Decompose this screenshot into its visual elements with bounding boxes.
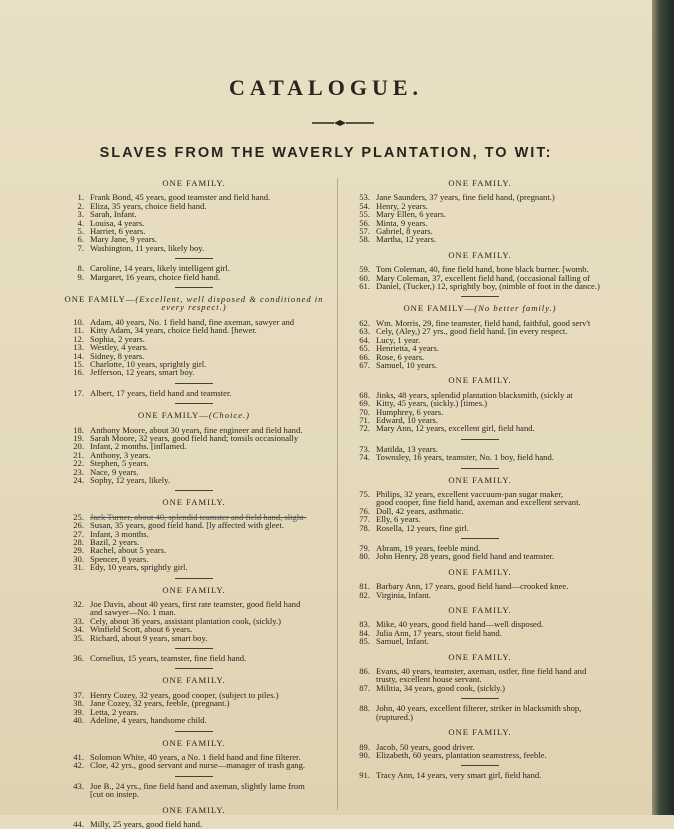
entry-number: 14. <box>73 350 84 361</box>
section-heading-text: ONE FAMILY. <box>162 584 226 595</box>
entry-text: Matilda, 13 years. <box>376 443 439 454</box>
entry-number: 68. <box>359 389 370 400</box>
entry-number: 5. <box>77 226 84 237</box>
entry-number: 41. <box>73 751 84 762</box>
catalogue-entry <box>346 235 614 243</box>
entry-number: 10. <box>73 316 84 327</box>
entry-text: Jane Cozey, 32 years, feeble, (pregnant.) <box>90 698 230 709</box>
separator-rule <box>461 765 499 766</box>
entry-text: Elly, 6 years. <box>376 514 421 525</box>
entry-number: 40. <box>73 715 84 726</box>
section-heading <box>346 606 614 614</box>
entry-number: 82. <box>359 589 370 600</box>
entry-number: 61. <box>359 281 370 292</box>
entry-number: 57. <box>359 226 370 237</box>
separator-rule <box>461 439 499 440</box>
right-column <box>346 172 614 780</box>
entry-text: Cornelius, 15 years, teamster, fine field hand. <box>90 653 247 664</box>
entry-number: 81. <box>359 581 370 592</box>
entry-number: 33. <box>73 615 84 626</box>
catalogue-entry <box>346 424 614 432</box>
entry-text: Sophy, 12 years, likely. <box>90 474 171 485</box>
separator-rule <box>175 490 213 491</box>
section-heading-text: ONE FAMILY. <box>448 651 512 662</box>
section-heading-text: ONE FAMILY. <box>162 178 226 188</box>
entry-text: Rachel, about 5 years. <box>90 545 167 556</box>
entry-number: 77. <box>359 514 370 525</box>
entry-text: [cut on instep. <box>90 789 139 800</box>
entry-number: 72. <box>359 423 370 434</box>
separator-rule <box>175 648 213 649</box>
section-heading-text: ONE FAMILY— <box>64 294 136 305</box>
catalogue-entry <box>346 771 614 779</box>
entry-text: Rose, 6 years. <box>376 351 425 362</box>
catalogue-entry <box>60 389 328 397</box>
entry-number: 73. <box>359 443 370 454</box>
section-heading <box>60 739 328 747</box>
entry-number: 20. <box>73 441 84 452</box>
section-heading <box>346 568 614 576</box>
entry-text: Doll, 42 years, asthmatic. <box>376 505 464 516</box>
section-heading-text: ONE FAMILY. <box>162 804 226 815</box>
entry-number: 31. <box>73 562 84 573</box>
entry-text: Bazil, 2 years. <box>90 537 140 547</box>
catalogue-entry <box>60 244 328 252</box>
entry-text: Mary Ellen, 6 years. <box>376 209 446 220</box>
entry-number: 85. <box>359 636 370 647</box>
entry-text: Lucy, 1 year. <box>376 334 421 345</box>
catalogue-entry <box>346 591 614 599</box>
section-heading-text: ONE FAMILY. <box>448 566 512 577</box>
entry-text: Anthony Moore, about 30 years, fine engineer and field hand. <box>90 424 303 435</box>
entry-text: Washington, 11 years, likely boy. <box>90 242 205 253</box>
entry-number: 28. <box>73 537 84 547</box>
entry-number: 16. <box>73 367 84 378</box>
entry-text: Adam, 40 years, No. 1 field hand, fine axeman, sawyer and <box>90 316 295 327</box>
entry-number: 66. <box>359 351 370 362</box>
entry-number: 26. <box>73 520 84 531</box>
entry-number: 36. <box>73 653 84 664</box>
section-heading-text: ONE FAMILY— <box>403 303 475 314</box>
entry-number: 44. <box>73 818 84 829</box>
book-edge <box>652 0 674 815</box>
separator-rule <box>175 287 213 288</box>
entry-number: 2. <box>77 200 84 211</box>
entry-number: 88. <box>359 703 370 714</box>
entry-text: Caroline, 14 years, likely intelligent girl. <box>90 263 230 274</box>
entry-text: Virginia, Infant. <box>376 589 431 600</box>
section-heading-text: ONE FAMILY— <box>137 410 209 421</box>
catalogue-entry <box>346 637 614 645</box>
entry-text: Stephen, 5 years. <box>90 458 149 469</box>
entry-text: Henry, 2 years. <box>376 200 428 211</box>
section-heading <box>346 376 614 384</box>
entry-number <box>346 713 376 721</box>
entry-text: Julia Ann, 17 years, stout field hand. <box>376 627 502 638</box>
entry-text: Henrietta, 4 years. <box>376 343 439 354</box>
entry-text: Philips, 32 years, excellent vaccuum-pan sugar maker, <box>376 488 563 499</box>
entry-text: Militia, 34 years, good cook, (sickly.) <box>376 682 506 693</box>
catalogue-entry <box>60 761 328 769</box>
entry-number: 32. <box>73 599 84 610</box>
entry-number: 39. <box>73 706 84 717</box>
section-heading-text: ONE FAMILY. <box>448 375 512 386</box>
entry-number: 86. <box>359 666 370 677</box>
section-heading-text: ONE FAMILY. <box>162 497 226 508</box>
entry-text: Cloe, 42 yrs., good servant and nurse—manager of trash gang. <box>90 760 306 771</box>
entry-number: 65. <box>359 343 370 354</box>
separator-rule <box>175 578 213 579</box>
entry-number <box>60 790 90 798</box>
section-heading <box>346 476 614 484</box>
entry-text: Sophia, 2 years. <box>90 333 145 344</box>
section-heading <box>60 586 328 594</box>
separator-rule <box>461 296 499 297</box>
ornament-flourish <box>310 118 376 128</box>
separator-rule <box>175 731 213 732</box>
entry-number: 54. <box>359 200 370 211</box>
entry-text: Mary Ann, 12 years, excellent girl, field hand. <box>376 423 535 434</box>
entry-text: Richard, about 9 years, smart boy. <box>90 632 208 643</box>
entry-text: Jinks, 48 years, splendid plantation blacksmith, (sickly at <box>376 389 573 400</box>
entry-text: Adeline, 4 years, handsome child. <box>90 715 207 726</box>
entry-text: Jefferson, 12 years, smart boy. <box>90 367 195 378</box>
catalogue-entry <box>60 273 328 281</box>
entry-number: 13. <box>73 342 84 353</box>
entry-number: 6. <box>77 234 84 245</box>
entry-number: 25. <box>73 511 84 522</box>
section-heading <box>346 251 614 259</box>
entry-text: Jack Turner, about 40, splendid teamster and field hand, slight- <box>90 511 307 522</box>
entry-number: 90. <box>359 749 370 760</box>
entry-number: 7. <box>77 242 84 253</box>
section-heading-text: ONE FAMILY. <box>162 675 226 686</box>
section-heading <box>60 498 328 506</box>
section-heading <box>60 676 328 684</box>
entry-text: Milly, 25 years, good field hand. <box>90 818 203 829</box>
catalogue-entry <box>346 361 614 369</box>
column-divider <box>337 178 338 810</box>
entry-number: 74. <box>359 452 370 463</box>
entry-number: 53. <box>359 192 370 203</box>
entry-text: Kitty, 45 years, (sickly.) [times.) <box>376 398 488 409</box>
entry-number: 67. <box>359 359 370 370</box>
catalogue-entry <box>60 654 328 662</box>
entry-text: Solomon White, 40 years, a No. 1 field hand and fine filterer. <box>90 751 301 762</box>
catalogue-entry <box>60 716 328 724</box>
entry-number: 63. <box>359 326 370 337</box>
entry-number: 21. <box>73 449 84 460</box>
entry-text: Infant, 2 months. [inflamed. <box>90 441 187 452</box>
separator-rule <box>175 258 213 259</box>
section-heading <box>346 179 614 187</box>
entry-number: 55. <box>359 209 370 220</box>
separator-rule <box>175 668 213 669</box>
entry-text: Tom Coleman, 40, fine field hand, bone black burner. [womb. <box>376 264 589 275</box>
entry-number: 1. <box>77 192 84 203</box>
section-heading-text: ONE FAMILY. <box>448 178 512 188</box>
entry-text: Louisa, 4 years. <box>90 217 145 228</box>
entry-text: Charlotte, 10 years, sprightly girl. <box>90 358 207 369</box>
entry-text: and sawyer—No. 1 man. <box>90 607 176 618</box>
entry-text: Sarah, Infant. <box>90 209 137 220</box>
entry-text: John, 40 years, excellent filterer, striker in blacksmith shop, <box>376 703 582 714</box>
entry-number: 56. <box>359 217 370 228</box>
section-heading <box>346 653 614 661</box>
entry-text: Winfield Scott, about 6 years. <box>90 624 193 635</box>
entry-number: 78. <box>359 522 370 533</box>
entry-text: Joe Davis, about 40 years, first rate teamster, good field hand <box>90 599 301 610</box>
separator-rule <box>175 403 213 404</box>
entry-number: 76. <box>359 505 370 516</box>
section-heading <box>60 295 328 312</box>
entry-number: 91. <box>359 770 370 781</box>
separator-rule <box>175 776 213 777</box>
entry-number: 17. <box>73 387 84 398</box>
entry-number: 27. <box>73 528 84 539</box>
entry-text: Wm. Morris, 29, fine teamster, field hand, faithful, good serv't <box>376 317 591 328</box>
section-heading-text: ONE FAMILY. <box>448 474 512 485</box>
page-subtitle: SLAVES FROM THE WAVERLY PLANTATION, TO WIT: <box>99 145 553 161</box>
entry-number: 23. <box>73 466 84 477</box>
entry-text: Joe B., 24 yrs., fine field hand and axeman, slightly lame from <box>90 780 305 791</box>
entry-number: 87. <box>359 682 370 693</box>
entry-number: 62. <box>359 317 370 328</box>
entry-text: Daniel, (Tucker,) 12, sprightly boy, (nimble of foot in the dance.) <box>376 281 600 292</box>
entry-text: Edy, 10 years, sprightly girl. <box>90 562 188 573</box>
catalogue-entry <box>60 563 328 571</box>
section-heading <box>60 179 328 187</box>
entry-number: 89. <box>359 741 370 752</box>
entry-number: 71. <box>359 414 370 425</box>
entry-text: Margaret, 16 years, choice field hand. <box>90 271 221 282</box>
entry-number: 37. <box>73 689 84 700</box>
entry-number: 15. <box>73 358 84 369</box>
entry-text: Edward, 10 years. <box>376 414 439 425</box>
entry-text: Westley, 4 years. <box>90 342 148 353</box>
entry-text: Frank Bond, 45 years, good teamster and field hand. <box>90 192 271 203</box>
entry-text: Cely, about 36 years, assistant plantation cook, (sickly.) <box>90 615 282 626</box>
section-heading-note: (No better family.) <box>474 303 557 314</box>
entry-text: Evans, 40 years, teamster, axeman, ostler, fine field hand and <box>376 666 587 677</box>
entry-number: 11. <box>73 325 84 336</box>
entry-text: trusty, excellent house servant. <box>376 674 482 685</box>
catalogue-entry <box>346 453 614 461</box>
catalogue-entry <box>60 790 328 798</box>
section-heading-text: ONE FAMILY. <box>162 737 226 748</box>
entry-text: Minta, 9 years. <box>376 217 428 228</box>
entry-text: Nace, 9 years. <box>90 466 139 477</box>
entry-number: 19. <box>73 432 84 443</box>
entry-text: Albert, 17 years, field hand and teamster. <box>90 387 232 398</box>
separator-rule <box>175 383 213 384</box>
entry-number: 83. <box>359 619 370 630</box>
entry-text: Sidney, 8 years. <box>90 350 145 361</box>
entry-number: 3. <box>77 209 84 220</box>
entry-text: John Henry, 28 years, good field hand and teamster. <box>376 551 555 562</box>
section-heading <box>346 728 614 736</box>
entry-text: Mike, 40 years, good field hand—well disposed. <box>376 619 544 630</box>
separator-rule <box>461 538 499 539</box>
section-heading-text: ONE FAMILY. <box>448 249 512 260</box>
section-heading-note: (Choice.) <box>208 410 251 421</box>
entry-number: 29. <box>73 545 84 556</box>
entry-text: Henry Cozey, 32 years, good cooper, (subject to piles.) <box>90 689 279 700</box>
catalogue-entry <box>60 476 328 484</box>
section-heading <box>60 806 328 814</box>
entry-number: 9. <box>77 271 84 282</box>
entry-number: 12. <box>73 333 84 344</box>
entry-number: 43. <box>73 780 84 791</box>
entry-text: Tracy Ann, 14 years, very smart girl, field hand. <box>376 770 542 781</box>
entry-text: Humphrey, 6 years. <box>376 406 444 417</box>
entry-number: 80. <box>359 551 370 562</box>
entry-number: 64. <box>359 334 370 345</box>
entry-number: 42. <box>73 760 84 771</box>
entry-number: 24. <box>73 474 84 485</box>
entry-text: Spencer, 8 years. <box>90 553 149 564</box>
catalogue-entry <box>60 820 328 828</box>
entry-text: Abram, 19 years, feeble mind. <box>376 543 481 553</box>
entry-number: 84. <box>359 627 370 638</box>
entry-text: (ruptured.) <box>376 711 413 722</box>
entry-text: Kitty Adam, 34 years, choice field hand. [hewer. <box>90 325 257 336</box>
entry-number: 22. <box>73 458 84 469</box>
section-heading <box>346 304 614 312</box>
entry-number: 79. <box>359 543 370 553</box>
section-heading-note: (Excellent, well disposed & conditioned in every respect.) <box>135 294 324 313</box>
catalogue-entry <box>346 282 614 290</box>
left-column <box>60 172 328 828</box>
entry-text: Eliza, 35 years, choice field hand. <box>90 200 207 211</box>
section-heading-text: ONE FAMILY. <box>448 727 512 738</box>
entry-text: Rosella, 12 years, fine girl. <box>376 522 469 533</box>
catalogue-entry <box>60 634 328 642</box>
entry-text: Barbary Ann, 17 years, good field hand—crooked knee. <box>376 581 569 592</box>
entry-text: Jacob, 50 years, good driver. <box>376 741 475 752</box>
entry-number: 18. <box>73 424 84 435</box>
catalogue-entry <box>346 552 614 560</box>
entry-text: good cooper, fine field hand, axeman and excellent servant. <box>376 497 581 508</box>
entry-number: 69. <box>359 398 370 409</box>
page-title: CATALOGUE. <box>228 75 424 100</box>
entry-number: 8. <box>77 263 84 274</box>
entry-text: Cely, (Aley,) 27 yrs., good field hand. [in every respect. <box>376 326 568 337</box>
entry-text: Mary Jane, 9 years. <box>90 234 158 245</box>
entry-number: 58. <box>359 234 370 245</box>
separator-rule <box>461 698 499 699</box>
entry-text: Susan, 35 years, good field hand. [ly affected with gleet. <box>90 520 284 531</box>
entry-text: Infant, 3 months. <box>90 528 149 539</box>
catalogue-entry <box>60 368 328 376</box>
entry-text: Martha, 12 years. <box>376 234 437 245</box>
section-heading-text: ONE FAMILY. <box>448 605 512 616</box>
entry-number: 75. <box>359 488 370 499</box>
catalogue-entry <box>346 684 614 692</box>
section-heading <box>60 411 328 419</box>
entry-text: Samuel, 10 years. <box>376 359 438 370</box>
entry-number: 30. <box>73 553 84 564</box>
entry-number: 35. <box>73 632 84 643</box>
entry-text: Elizabeth, 60 years, plantation seamstress, feeble. <box>376 749 547 760</box>
entry-text: Anthony, 3 years. <box>90 449 151 460</box>
entry-text: Townsley, 16 years, teamster, No. 1 boy, field hand. <box>376 452 554 463</box>
entry-text: Mary Coleman, 37, excellent field hand, (occasional falling of <box>376 272 591 283</box>
entry-number: 59. <box>359 264 370 275</box>
catalogue-entry <box>346 524 614 532</box>
entry-number: 70. <box>359 406 370 417</box>
catalogue-entry <box>346 751 614 759</box>
catalogue-entry <box>346 713 614 721</box>
entry-number: 34. <box>73 624 84 635</box>
entry-text: Sarah Moore, 32 years, good field hand; tonsils occasionally <box>90 432 299 443</box>
entry-text: Gabriel, 8 years. <box>376 226 433 237</box>
entry-text: Letta, 2 years. <box>90 706 139 717</box>
entry-text: Jane Saunders, 37 years, fine field hand, (pregnant.) <box>376 192 555 203</box>
entry-number: 38. <box>73 698 84 709</box>
separator-rule <box>461 468 499 469</box>
entry-number: 60. <box>359 272 370 283</box>
entry-number: 4. <box>77 217 84 228</box>
entry-text: Harriet, 6 years. <box>90 226 146 237</box>
entry-text: Samuel, Infant. <box>376 636 429 647</box>
